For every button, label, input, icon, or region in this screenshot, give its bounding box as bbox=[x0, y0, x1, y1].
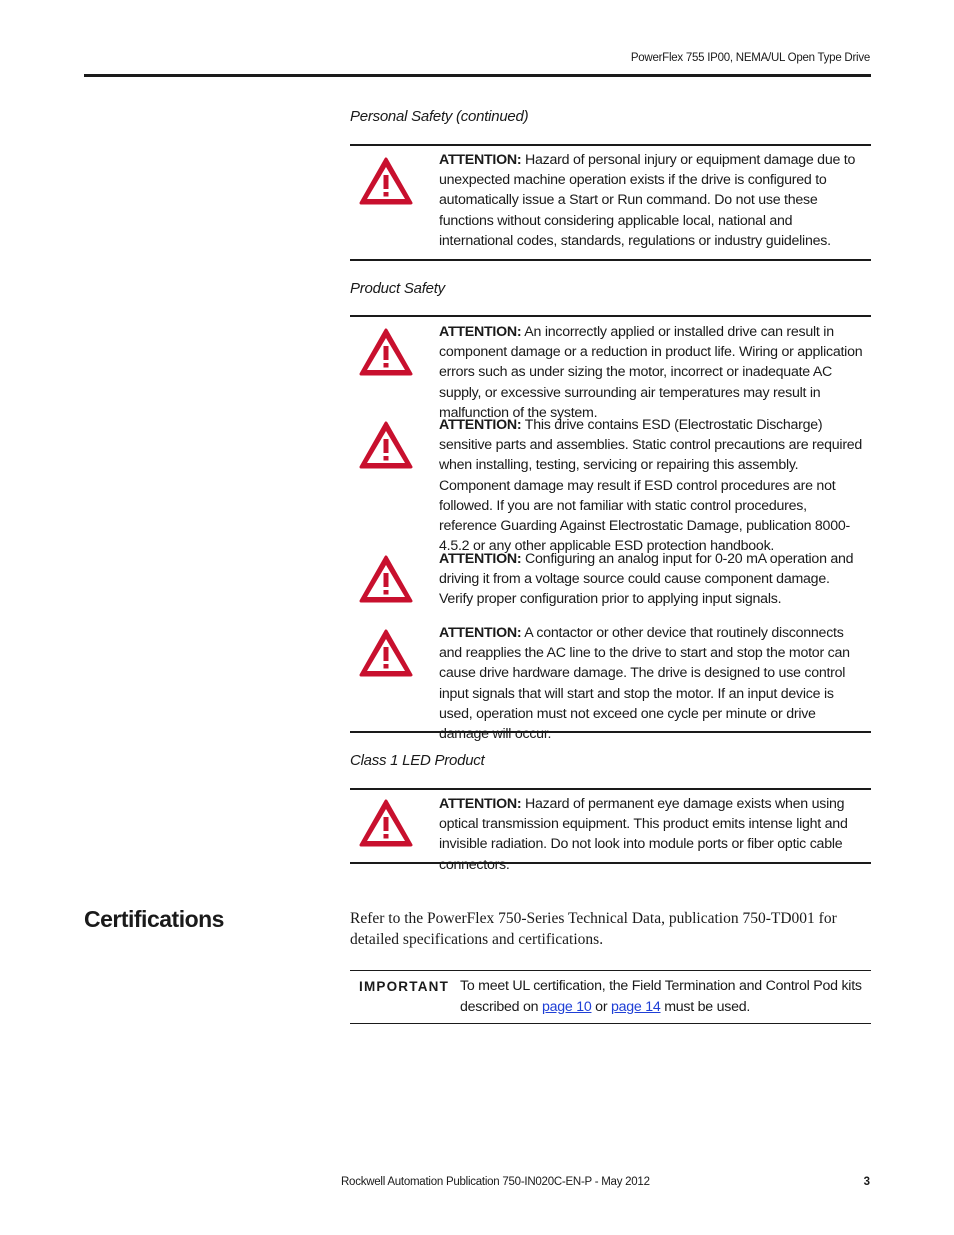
attention-box-class1-led bbox=[350, 788, 871, 873]
attention-label: ATTENTION: bbox=[439, 324, 522, 340]
attention-label: ATTENTION: bbox=[439, 796, 522, 812]
attention-text bbox=[439, 623, 867, 744]
attention-body: This drive contains ESD (Electrostatic Discharge) sensitive parts and assemblies. Static control precautions are required when installing, testing, servicing or repairing this assembly. Component damage may result if ESD control procedures are not followed. If you are not familiar with static control procedures, reference Guarding Against Electrostatic Damage, publication 8000-4.5.2 or any other applicable ESD protection handbook. bbox=[439, 417, 863, 555]
running-header: PowerFlex 755 IP00, NEMA/UL Open Type Drive bbox=[630, 52, 870, 64]
page-10-link[interactable]: page 10 bbox=[541, 998, 592, 1015]
attention-label: ATTENTION: bbox=[439, 625, 522, 641]
attention-label: ATTENTION: bbox=[439, 551, 522, 567]
important-label: IMPORTANT bbox=[359, 979, 450, 994]
section-heading-product-safety: Product Safety bbox=[350, 280, 445, 297]
warning-triangle-icon bbox=[358, 420, 414, 470]
certifications-heading: Certifications bbox=[84, 906, 224, 932]
attention-body: An incorrectly applied or installed drive can result in component damage or a reduction in product life. Wiring or application errors such as under sizing the motor, incorrect or inadequate AC supply, or excessive surrounding air temperatures may result in malfunction of the system. bbox=[439, 324, 863, 421]
important-text-after: must be used. bbox=[660, 998, 751, 1015]
attention-label: ATTENTION: bbox=[439, 152, 522, 168]
important-text-middle: or bbox=[591, 998, 611, 1015]
warning-triangle-icon bbox=[358, 554, 414, 604]
important-box bbox=[350, 970, 871, 1024]
attention-text bbox=[439, 415, 867, 556]
page-14-link[interactable]: page 14 bbox=[610, 998, 661, 1015]
attention-label: ATTENTION: bbox=[439, 417, 522, 433]
important-text bbox=[460, 976, 870, 1017]
attention-text bbox=[439, 794, 867, 875]
attention-body: Configuring an analog input for 0-20 mA operation and driving it from a voltage source could cause component damage. Verify proper configuration prior to applying input signals. bbox=[439, 551, 854, 608]
attention-body: A contactor or other device that routinely disconnects and reapplies the AC line to the drive to start and stop the motor can cause drive hardware damage. The drive is designed to use control input signals that will start and stop the motor. If an input device is used, operation must not exceed one cycle per minute or drive damage will occur. bbox=[439, 625, 850, 743]
section-heading-personal-safety: Personal Safety (continued) bbox=[350, 108, 529, 125]
warning-triangle-icon bbox=[358, 628, 414, 678]
important-text-before: To meet UL certification, the Field Termination and Control Pod kits described on bbox=[460, 978, 862, 1015]
footer-publication: Rockwell Automation Publication 750-IN020C-EN-P - May 2012 bbox=[341, 1176, 650, 1188]
attention-box-personal-safety bbox=[350, 144, 871, 261]
attention-box-product-safety bbox=[350, 315, 871, 743]
certifications-body: Refer to the PowerFlex 750-Series Technical Data, publication 750-TD001 for detailed specifications and certifications. bbox=[350, 910, 837, 948]
warning-triangle-icon bbox=[358, 156, 414, 206]
attention-text bbox=[439, 322, 867, 423]
attention-text bbox=[439, 549, 867, 610]
header-rule bbox=[84, 74, 871, 77]
section-heading-class1-led: Class 1 LED Product bbox=[350, 752, 485, 769]
attention-body: Hazard of personal injury or equipment damage due to unexpected machine operation exists if the drive is configured to automatically issue a Start or Run command. Do not use these functions without considering applicable local, national and international codes, standards, regulations or industry guidelines. bbox=[439, 152, 856, 249]
warning-triangle-icon bbox=[358, 327, 414, 377]
page-number: 3 bbox=[863, 1176, 870, 1188]
attention-text bbox=[439, 150, 867, 251]
warning-triangle-icon bbox=[358, 798, 414, 848]
attention-body: Hazard of permanent eye damage exists when using optical transmission equipment. This product emits intense light and invisible radiation. Do not look into module ports or fiber optic cable connectors. bbox=[439, 796, 848, 873]
